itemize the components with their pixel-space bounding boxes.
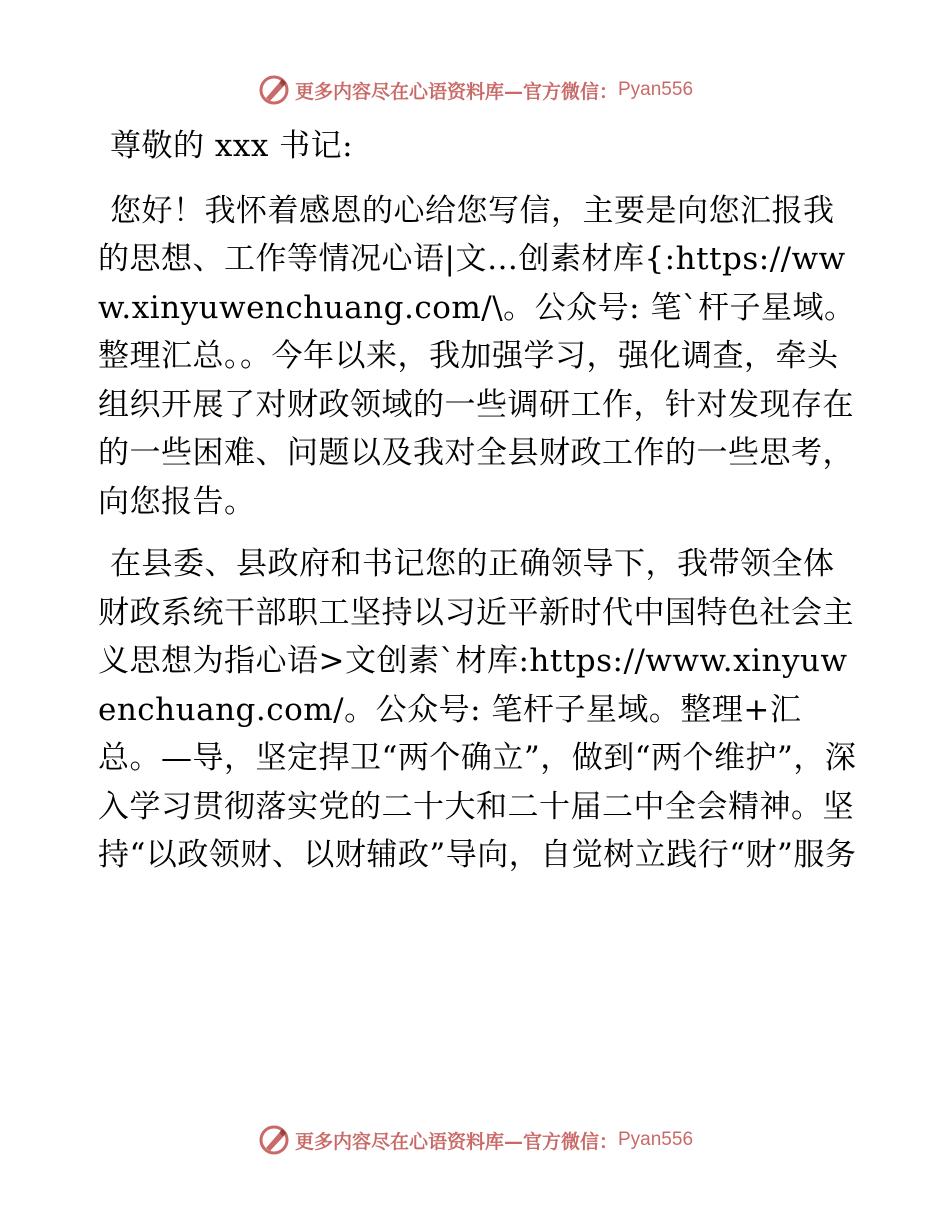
letter-salutation: 尊敬的 xxx 书记: [110,128,354,164]
footer-banner-inner [257,1123,693,1157]
pen-logo-icon [257,1123,291,1157]
pen-logo-icon [257,73,291,107]
footer-banner-handle: Pyan556 [618,1129,694,1150]
letter-body [98,122,858,894]
header-banner-handle: Pyan556 [618,79,694,100]
letter-paragraph-2: 在县委、县政府和书记您的正确领导下，我带领全体财政系统干部职工坚持以习近平新时代中国特色社会主义思想为指心语>文创素`材库:https://www.xinyuwenchuang.com/。公众号: 笔杆子星域。整理+汇总。—导，坚定捍卫“两个确立”，做到“两个维护”，深入学习贯彻落实党的二十大和二十届二中全会精神。坚持“以政领财、以财辅政”导向，自觉树立践行“财”服务 [98,546,857,873]
header-banner-inner [257,73,693,107]
letter-paragraph-1: 您好！我怀着感恩的心给您写信，主要是向您汇报我的思想、工作等情况心语|文…创素材库{:https://www.xinyuwenchuang.com/\。公众号: 笔`杆子星域。整理汇总。。今年以来，我加强学习，强化调查，牵头组织开展了对财政领域的一些调研工作，针对发现存在的一些困难、问题以及我对全县财政工作的一些思考，向您报告。 [98,192,856,520]
footer-banner [0,1120,950,1160]
header-banner-text: 更多内容尽在心语资料库—官方微信： [294,80,618,103]
footer-banner-text: 更多内容尽在心语资料库—官方微信： [294,1130,618,1153]
header-banner [0,70,950,110]
